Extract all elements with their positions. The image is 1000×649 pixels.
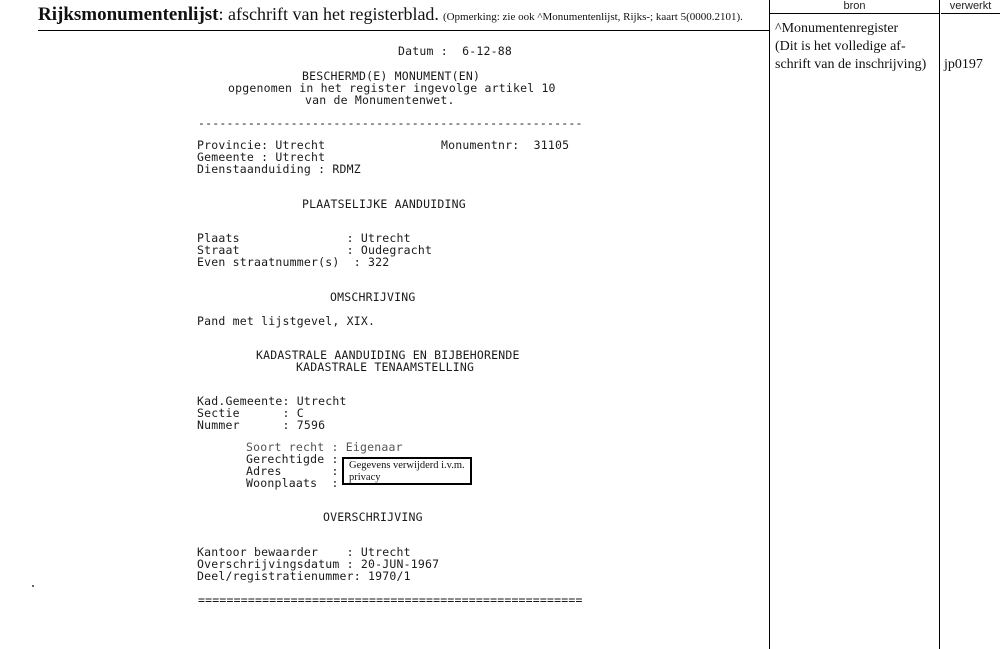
- overschrijvingsdatum-field: Overschrijvingsdatum : 20-JUN-1967: [197, 557, 440, 571]
- column-divider-verwerkt: [939, 0, 940, 649]
- straatnummer-field: Even straatnummer(s) : 322: [197, 255, 390, 269]
- header-title: Rijksmonumentenlijst: [38, 4, 219, 25]
- datum-line: Datum : 6-12-88: [398, 44, 512, 58]
- dash-separator: ------------------------------------------------------: [198, 116, 583, 130]
- provincie-field: Provincie: Utrecht: [197, 138, 326, 152]
- registratienummer-field: Deel/registratienummer: 1970/1: [197, 569, 411, 583]
- header-remark: (Opmerking: zie ook ^Monumentenlijst, Rijks-; kaart 5(0000.2101).: [442, 11, 743, 23]
- page-header: [38, 4, 768, 30]
- scan-speck: [32, 585, 34, 587]
- column-divider-bron: [769, 0, 770, 649]
- monumentnr-field: Monumentnr: 31105: [441, 138, 570, 152]
- omschrijving-text: Pand met lijstgevel, XIX.: [197, 314, 376, 328]
- privacy-redaction-box: Gegevens verwijderd i.v.m. privacy: [342, 457, 472, 485]
- bron-line: ^Monumentenregister: [775, 21, 899, 36]
- bron-column-header: bron: [770, 0, 939, 14]
- kantoor-field: Kantoor bewaarder : Utrecht: [197, 545, 411, 559]
- section-heading: OMSCHRIJVING: [330, 290, 416, 304]
- plaats-field: Plaats : Utrecht: [197, 231, 411, 245]
- section-heading: KADASTRALE TENAAMSTELLING: [296, 360, 475, 374]
- adres-label: Adres :: [246, 464, 339, 478]
- double-separator: ======================================================: [198, 593, 583, 607]
- verwerkt-column-header: verwerkt: [941, 0, 1000, 14]
- bron-cell: [775, 20, 941, 74]
- doc-heading: BESCHERMD(E) MONUMENT(EN): [302, 69, 481, 83]
- doc-heading-sub: opgenomen in het register ingevolge artikel 10: [228, 81, 556, 95]
- doc-heading-sub: van de Monumentenwet.: [305, 93, 455, 107]
- woonplaats-label: Woonplaats :: [246, 476, 339, 490]
- sectie-field: Sectie : C: [197, 406, 304, 420]
- verwerkt-cell: jp0197: [944, 57, 983, 72]
- section-heading: OVERSCHRIJVING: [323, 510, 423, 524]
- bron-line: schrift van de inschrijving): [775, 57, 927, 72]
- section-heading: KADASTRALE AANDUIDING EN BIJBEHORENDE: [256, 348, 520, 362]
- straat-field: Straat : Oudegracht: [197, 243, 433, 257]
- header-subtitle: : afschrift van het registerblad.: [218, 4, 439, 24]
- gemeente-field: Gemeente : Utrecht: [197, 150, 326, 164]
- dienstaanduiding-field: Dienstaanduiding : RDMZ: [197, 162, 361, 176]
- kad-gemeente-field: Kad.Gemeente: Utrecht: [197, 394, 347, 408]
- header-rule: [38, 30, 769, 31]
- gerechtigde-label: Gerechtigde :: [246, 452, 339, 466]
- soort-recht-field: Soort recht : Eigenaar: [246, 440, 403, 454]
- nummer-field: Nummer : 7596: [197, 418, 326, 432]
- bron-line: (Dit is het volledige af-: [775, 39, 906, 54]
- section-heading: PLAATSELIJKE AANDUIDING: [302, 197, 466, 211]
